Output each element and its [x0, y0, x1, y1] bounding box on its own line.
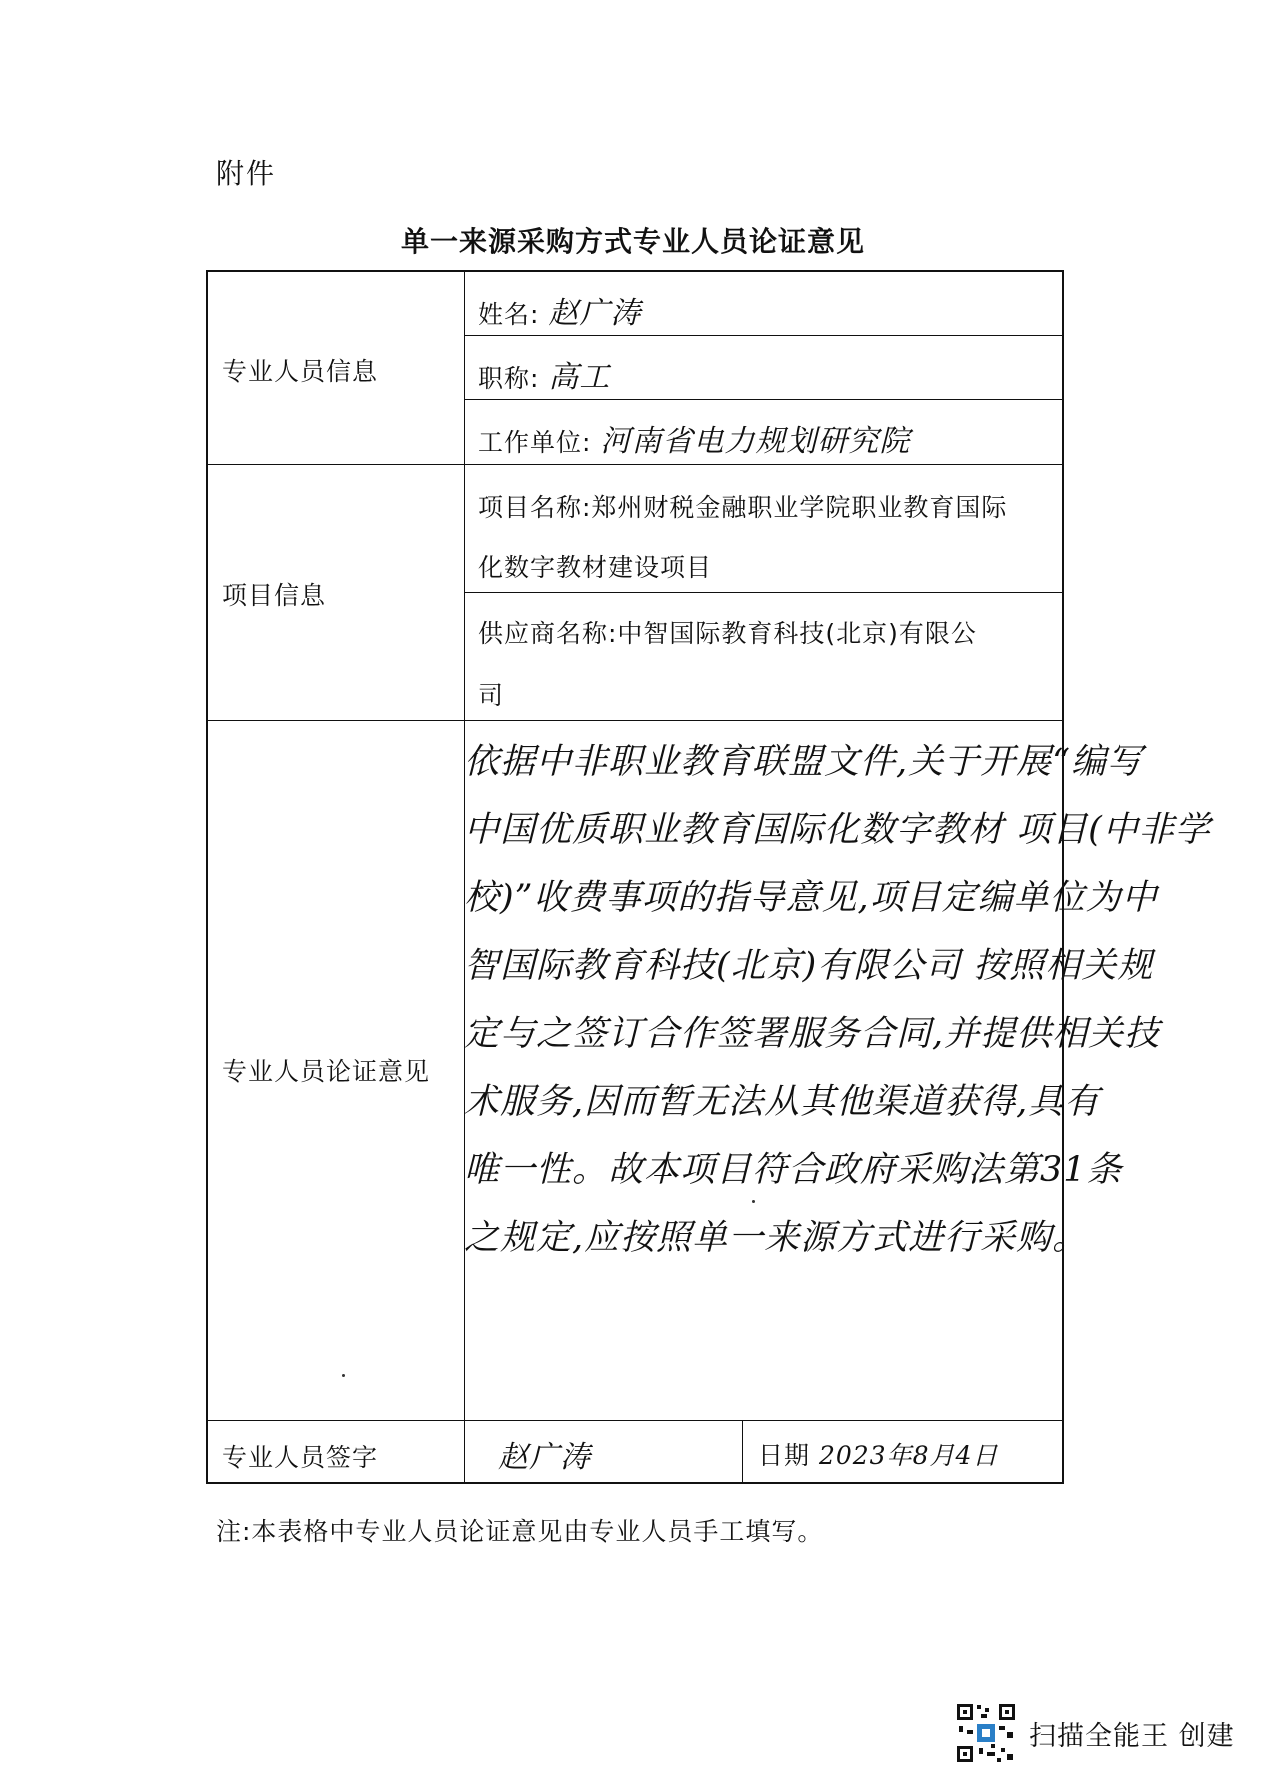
- project-info-label: 项目信息: [222, 581, 327, 610]
- expert-info-label: 专业人员信息: [222, 357, 379, 386]
- section-line: [208, 464, 1064, 465]
- opinion-line: 智国际教育科技(北京)有限公司 按照相关规: [464, 946, 1154, 986]
- opinion-label: 专业人员论证意见: [222, 1057, 431, 1086]
- org-value: 河南省电力规划研究院: [600, 424, 911, 459]
- row-line: [464, 592, 1064, 593]
- scan-speck: [342, 1374, 345, 1377]
- opinion-line: 之规定,应按照单一来源方式进行采购。: [464, 1218, 1089, 1258]
- scanner-watermark: [955, 1702, 1235, 1764]
- signature-label: 专业人员签字: [222, 1443, 379, 1472]
- project-name-line2: 化数字教材建设项目: [478, 553, 713, 582]
- opinion-line: 中国优质职业教育国际化数字教材 项目(中非学: [464, 810, 1211, 850]
- footnote: 注:本表格中专业人员论证意见由专业人员手工填写。: [216, 1517, 824, 1546]
- project-name-line1: 项目名称:郑州财税金融职业学院职业教育国际: [478, 493, 1008, 522]
- opinion-text: [464, 728, 1211, 1272]
- date-divider: [742, 1420, 743, 1484]
- opinion-line: 唯一性。故本项目符合政府采购法第31条: [464, 1150, 1123, 1190]
- org-label: 工作单位:: [478, 428, 592, 457]
- opinion-line: 依据中非职业教育联盟文件,关于开展“编写: [464, 742, 1144, 782]
- name-row: [478, 288, 641, 332]
- job-title-label: 职称:: [478, 364, 540, 393]
- qr-code-icon: [955, 1702, 1017, 1764]
- attachment-label: 附件: [216, 157, 277, 190]
- date-row: [758, 1436, 998, 1472]
- supplier-line2: 司: [478, 681, 505, 710]
- watermark-text: 扫描全能王 创建: [1029, 1720, 1235, 1752]
- signature-divider: [464, 1420, 465, 1484]
- name-value: 赵广涛: [548, 296, 642, 331]
- section-line: [208, 1420, 1064, 1421]
- date-label: 日期: [758, 1441, 811, 1470]
- signature-value: 赵广涛: [498, 1440, 591, 1475]
- org-row: [478, 416, 910, 460]
- opinion-line: 校)”收费事项的指导意见,项目定编单位为中: [464, 878, 1158, 918]
- date-value: 2023年8月4日: [818, 1441, 999, 1470]
- name-label: 姓名:: [478, 300, 540, 329]
- supplier-line1: 供应商名称:中智国际教育科技(北京)有限公: [478, 619, 977, 648]
- row-line: [464, 399, 1064, 400]
- job-title-value: 高工: [548, 360, 611, 395]
- row-line: [464, 335, 1064, 336]
- opinion-line: 定与之签订合作签署服务合同,并提供相关技: [464, 1014, 1161, 1054]
- document-title: 单一来源采购方式专业人员论证意见: [400, 225, 865, 258]
- title-row: [478, 352, 610, 396]
- scan-speck: [752, 1200, 755, 1203]
- section-line: [208, 720, 1064, 721]
- opinion-line: 术服务,因而暂无法从其他渠道获得,具有: [464, 1082, 1101, 1122]
